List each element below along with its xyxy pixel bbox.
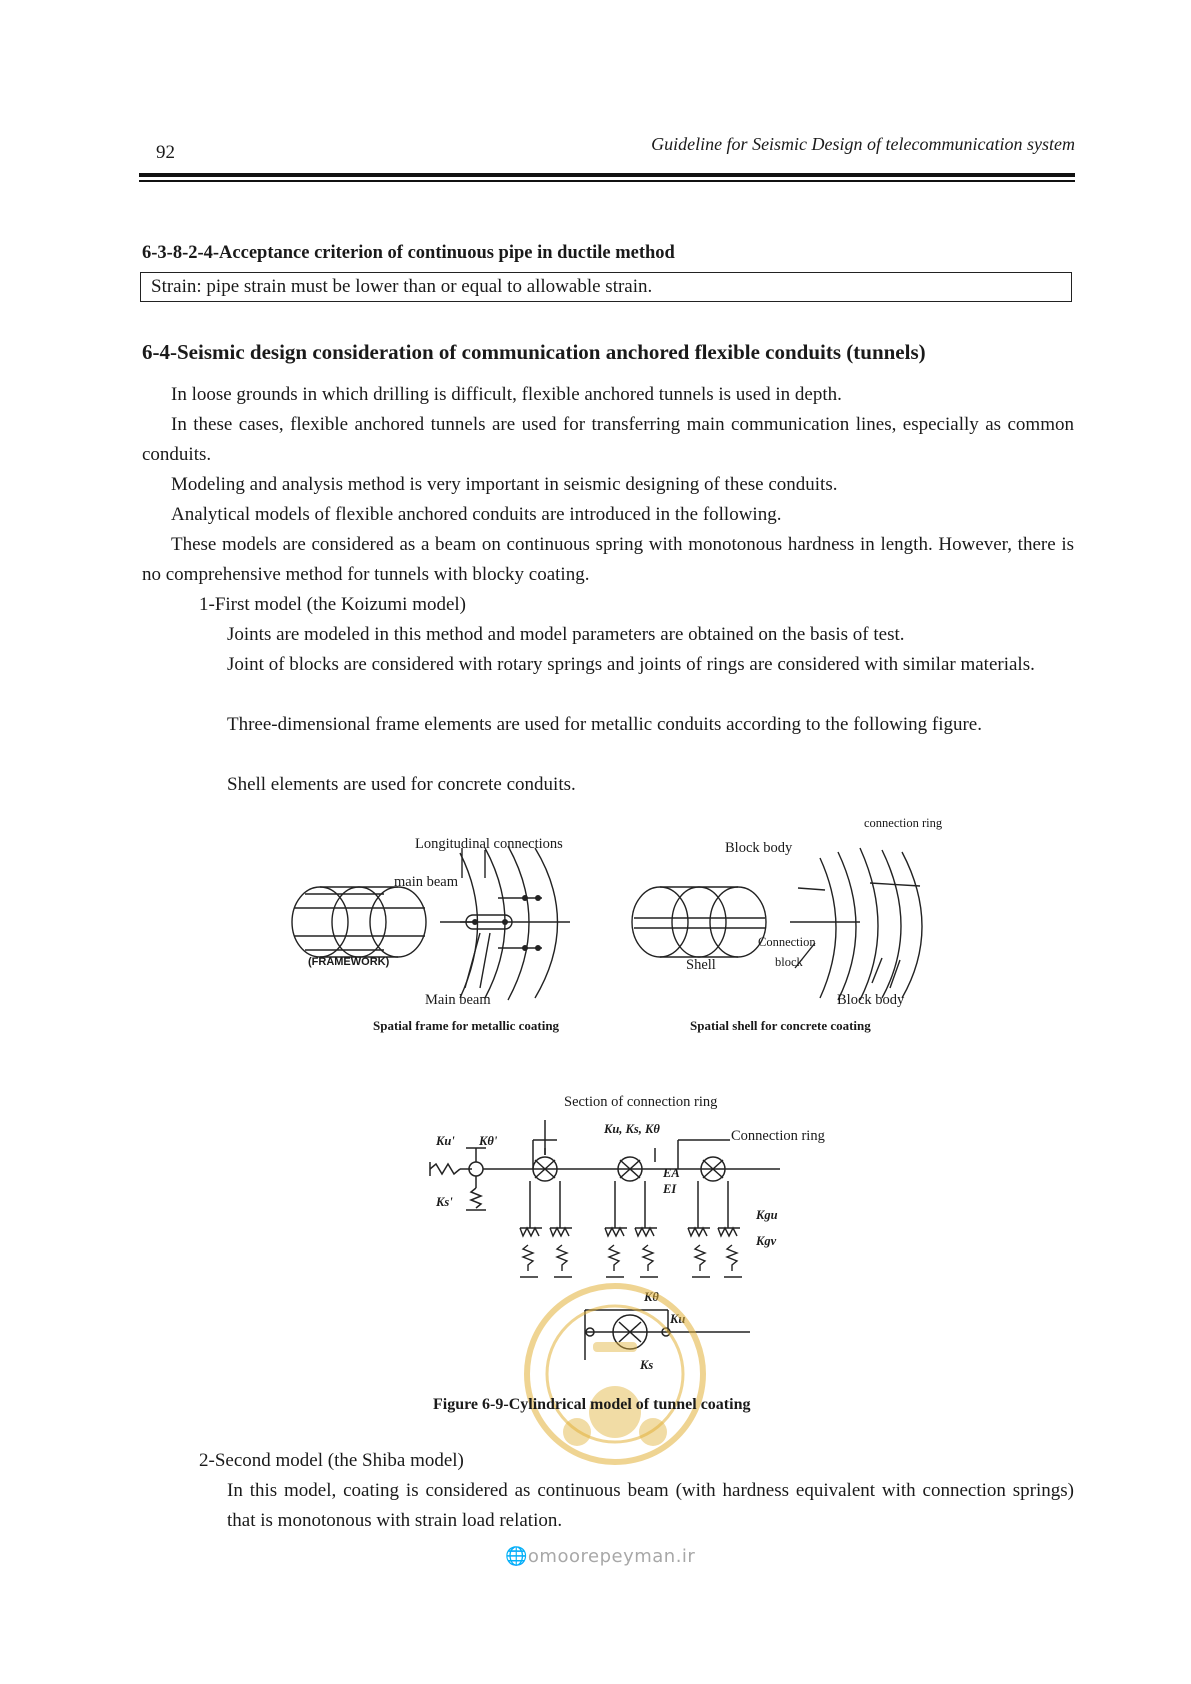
label-longitudinal-connections: Longitudinal connections [415,836,563,852]
model2-text: In this model, coating is considered as continuous beam (with hardness equivalent with connection springs) that is monotonous with strain load relation. [227,1480,1074,1531]
figure-caption [433,1396,750,1414]
label-ea: EA [663,1166,680,1180]
list-item: Shell elements are used for concrete conduits. [227,774,576,795]
label-section-connection-ring: Section of connection ring [564,1094,718,1110]
subsection-heading: 6-3-8-2-4-Acceptance criterion of continuous pipe in ductile method [142,243,675,263]
caption-spatial-frame: Spatial frame for metallic coating [373,1018,560,1033]
label-kgv: Kgv [756,1234,777,1248]
paragraph: Analytical models of flexible anchored conduits are introduced in the following. [171,504,782,525]
label-ks: Ks [640,1358,654,1372]
list-item: Three-dimensional frame elements are used for metallic conduits according to the following figure. [227,714,982,735]
label-kgu: Kgu [756,1208,778,1222]
label-shell: Shell [686,957,716,973]
label-main-beam-upper: main beam [394,874,459,890]
label-ks-prime: Ks' [436,1195,453,1209]
spatial-shell-diagram [620,838,950,1008]
globe-icon: 🌐 [505,1546,528,1567]
paragraph: In loose grounds in which drilling is difficult, flexible anchored tunnels is used in depth. [171,384,842,405]
label-framework: (FRAMEWORK) [308,956,390,968]
header-rule-thin [139,180,1075,182]
paragraph: In these cases, flexible anchored tunnels are used for transferring main communication lines, especially as common conduits. [142,414,1074,465]
label-main-beam-lower: Main beam [425,992,491,1008]
label-ku-ks-ktheta: Ku, Ks, Kθ [604,1122,660,1136]
label-block-body-bottom: Block body [837,992,905,1008]
label-ktheta: Kθ [644,1290,659,1304]
paragraph: Modeling and analysis method is very important in seismic designing of these conduits. [171,474,838,495]
boxed-criterion: Strain: pipe strain must be lower than or equal to allowable strain. [140,272,1072,302]
watermark-url [505,1546,695,1567]
paragraph: These models are considered as a beam on continuous spring with monotonous hardness in length. However, there is no comprehensive method for tunnels with blocky coating. [142,534,1074,585]
label-block-body-top: Block body [725,840,793,856]
section-heading: 6-4-Seismic design consideration of communication anchored flexible conduits (tunnels) [142,340,926,364]
list-item: Joint of blocks are considered with rotary springs and joints of rings are considered with similar materials. [227,654,1035,675]
label-connection-ring-top: connection ring [864,816,943,830]
label-connection-block-2: block [775,955,803,969]
model1-title: 1-First model (the Koizumi model) [199,594,467,615]
label-ku-prime: Ku' [436,1134,455,1148]
figure-caption-prefix: Figure [433,1396,479,1413]
watermark-text: omoorepeyman.ir [527,1546,696,1567]
spatial-frame-diagram [280,838,610,1008]
label-connection-ring: Connection ring [731,1128,825,1144]
label-ktheta-prime: Kθ' [479,1134,498,1148]
label-connection-block-1: Connection [758,935,816,949]
running-header: Guideline for Seismic Design of telecommunication system [651,134,1075,154]
model2-title: 2-Second model (the Shiba model) [199,1450,464,1471]
label-ku: Ku [670,1312,686,1326]
page-number: 92 [156,142,175,163]
caption-spatial-shell: Spatial shell for concrete coating [690,1018,871,1033]
label-ei: EI [663,1182,677,1196]
header-rule [139,173,1075,177]
list-item: Joints are modeled in this method and model parameters are obtained on the basis of test. [227,624,905,645]
figure-caption-text: 6-9-Cylindrical model of tunnel coating [482,1396,751,1413]
